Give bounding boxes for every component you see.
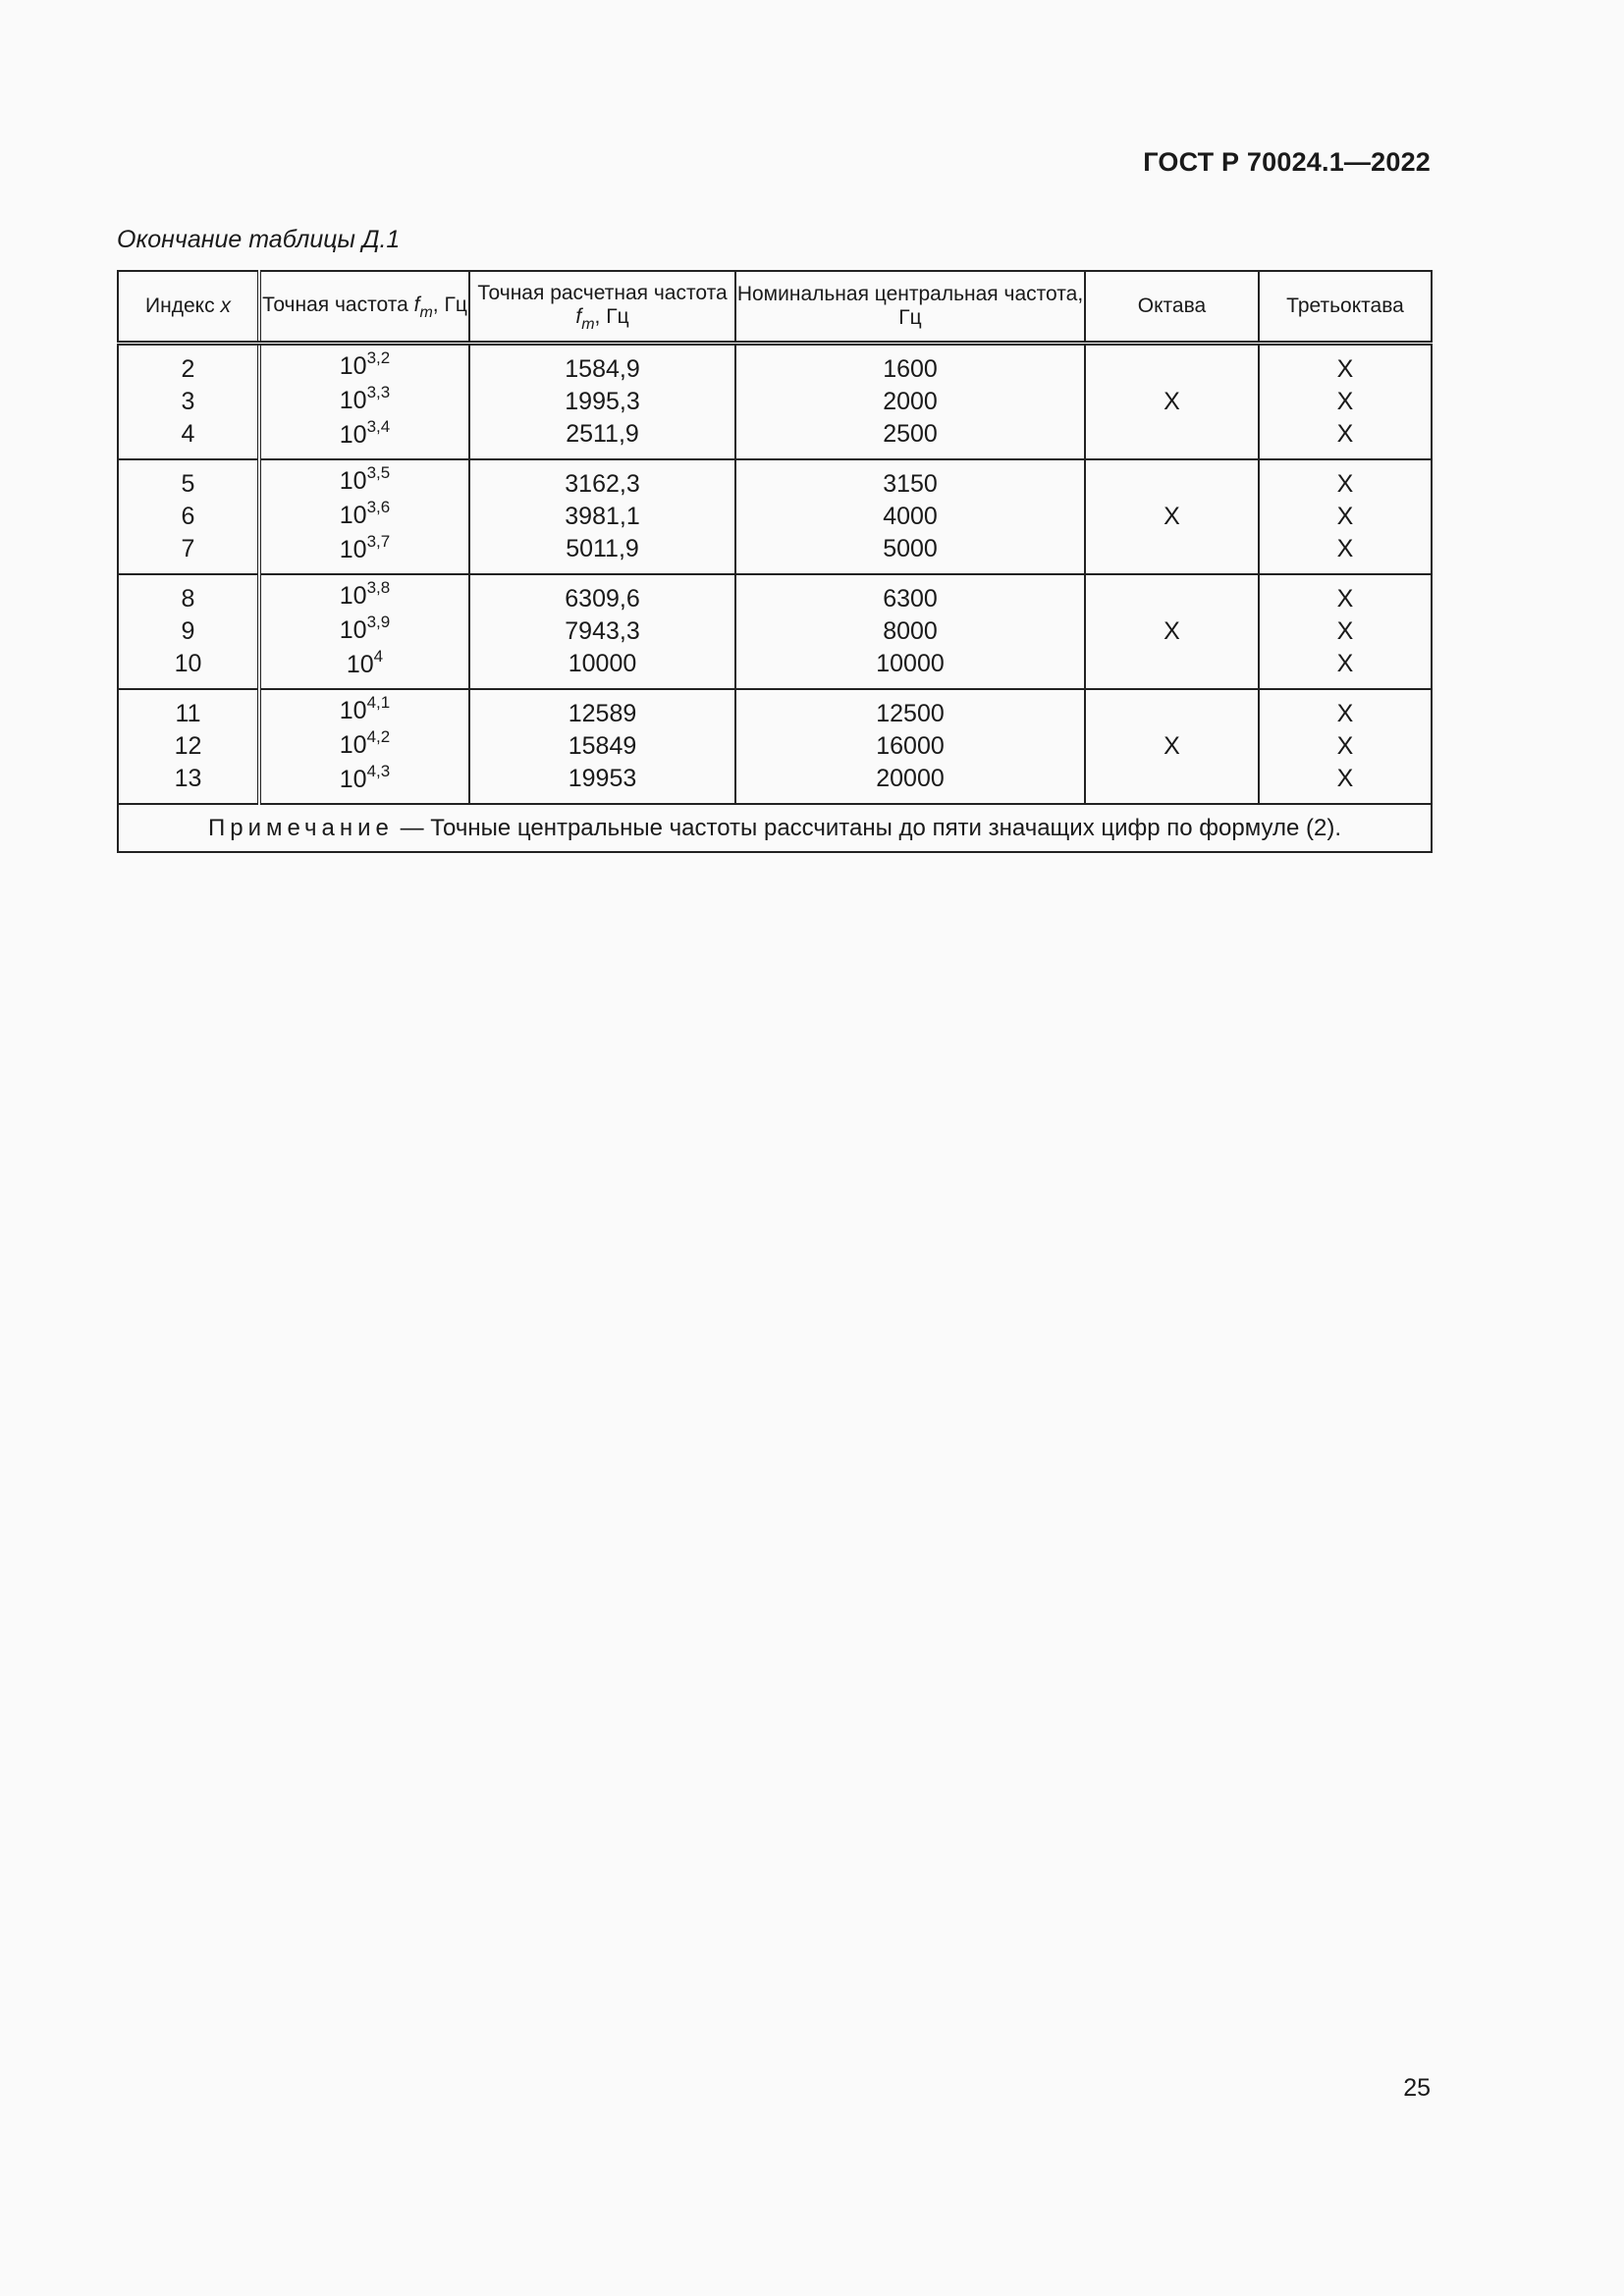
col-header-nominal-frequency	[735, 271, 1085, 344]
power-base: 10	[339, 387, 367, 414]
nominal-frequency-value: 4000	[883, 503, 938, 530]
col-header-calc-line1: Точная расчетная	[477, 282, 648, 304]
third-octave-mark: X	[1336, 650, 1354, 677]
third-octave-mark: X	[1336, 732, 1354, 760]
exact-frequency-cell	[259, 344, 469, 460]
nominal-frequency-value: 2000	[883, 388, 938, 415]
index-value: 7	[181, 535, 195, 562]
var-m: m	[419, 304, 433, 321]
var-m: m	[581, 316, 595, 333]
power-base: 10	[346, 651, 374, 678]
exact-frequency-cell	[259, 459, 469, 574]
power-exponent: 4,3	[366, 762, 391, 780]
note-text: — Точные центральные частоты рассчитаны до пяти значащих цифр по формуле (2).	[393, 814, 1342, 841]
table-note	[118, 804, 1432, 852]
nominal-frequency-value: 16000	[876, 732, 945, 760]
exact-frequency-cell	[259, 574, 469, 689]
note-label: Примечание	[207, 814, 394, 841]
power-base: 10	[339, 467, 367, 495]
col-header-index-label: Индекс	[145, 294, 221, 317]
exact-frequency-value	[261, 385, 468, 419]
calculated-frequency-value: 12589	[568, 700, 637, 727]
nominal-frequency-value: 10000	[876, 650, 945, 677]
calculated-frequency-value: 10000	[568, 650, 637, 677]
nominal-frequency-value: 2500	[883, 420, 938, 448]
table-row-group	[118, 574, 1432, 689]
power-exponent: 3,3	[366, 383, 391, 401]
exact-frequency-value	[261, 649, 468, 683]
power-base: 10	[339, 766, 367, 793]
index-value: 10	[174, 650, 202, 677]
exact-frequency-value	[261, 764, 468, 798]
exact-frequency-value	[261, 614, 468, 649]
calculated-frequency-cell	[469, 689, 735, 804]
calculated-frequency-value: 1584,9	[565, 355, 640, 383]
col-header-index-var: x	[220, 294, 231, 317]
octave-cell: X	[1085, 344, 1259, 460]
col-header-nominal-line2: частота, Гц	[898, 283, 1084, 329]
power-base: 10	[339, 536, 367, 563]
col-header-exact-frequency	[259, 271, 469, 344]
exact-frequency-value	[261, 580, 468, 614]
third-octave-mark: X	[1336, 700, 1354, 727]
index-value: 13	[174, 765, 202, 792]
calculated-frequency-value: 3162,3	[565, 470, 640, 498]
document-code: ГОСТ Р 70024.1—2022	[1143, 147, 1431, 177]
power-exponent: 3,7	[366, 532, 391, 551]
power-base: 10	[339, 697, 367, 724]
exact-frequency-value	[261, 465, 468, 500]
col-header-third-octave: Третьоктава	[1259, 271, 1432, 344]
col-header-nominal-line1: Номинальная центральная	[736, 283, 999, 305]
octave-cell: X	[1085, 459, 1259, 574]
nominal-frequency-cell	[735, 574, 1085, 689]
third-octave-mark: X	[1336, 388, 1354, 415]
index-value: 12	[174, 732, 202, 760]
exact-frequency-value	[261, 419, 468, 454]
calculated-frequency-value: 15849	[568, 732, 637, 760]
power-exponent: 3,2	[366, 348, 391, 367]
col-header-octave: Октава	[1085, 271, 1259, 344]
nominal-frequency-value: 1600	[883, 355, 938, 383]
power-exponent: 3,9	[366, 613, 391, 631]
third-octave-mark: X	[1336, 535, 1354, 562]
col-header-exact-line2	[413, 294, 467, 321]
power-base: 10	[339, 731, 367, 759]
exact-frequency-cell	[259, 689, 469, 804]
table-row-group	[118, 689, 1432, 804]
third-octave-mark: X	[1336, 355, 1354, 383]
nominal-frequency-value: 5000	[883, 535, 938, 562]
calculated-frequency-value: 7943,3	[565, 617, 640, 645]
col-header-calculated-frequency	[469, 271, 735, 344]
power-exponent: 4	[373, 647, 384, 666]
table-row-group	[118, 459, 1432, 574]
third-octave-cell	[1259, 574, 1432, 689]
power-base: 10	[339, 352, 367, 380]
power-base: 10	[339, 421, 367, 449]
index-value: 2	[181, 355, 195, 383]
table-note-row	[118, 804, 1432, 852]
index-value: 6	[181, 503, 195, 530]
third-octave-mark: X	[1336, 585, 1354, 613]
nominal-frequency-value: 12500	[876, 700, 945, 727]
octave-cell: X	[1085, 689, 1259, 804]
power-exponent: 3,8	[366, 578, 391, 597]
power-base: 10	[339, 616, 367, 644]
exact-frequency-value	[261, 500, 468, 534]
calculated-frequency-value: 19953	[568, 765, 637, 792]
unit-hz: , Гц	[594, 305, 629, 328]
third-octave-cell	[1259, 459, 1432, 574]
nominal-frequency-cell	[735, 459, 1085, 574]
calculated-frequency-value: 6309,6	[565, 585, 640, 613]
power-exponent: 3,4	[366, 417, 391, 436]
index-value: 5	[181, 470, 195, 498]
table-header-row	[118, 271, 1432, 344]
third-octave-cell	[1259, 344, 1432, 460]
var-f: f	[575, 305, 582, 328]
col-header-index	[118, 271, 259, 344]
calculated-frequency-cell	[469, 574, 735, 689]
index-cell	[118, 344, 259, 460]
index-value: 11	[175, 700, 201, 727]
var-f: f	[413, 294, 420, 316]
index-cell	[118, 459, 259, 574]
calc-word: частота	[653, 282, 728, 304]
table-row-group	[118, 344, 1432, 460]
index-value: 9	[181, 617, 195, 645]
power-exponent: 4,2	[366, 727, 391, 746]
third-octave-mark: X	[1336, 470, 1354, 498]
exact-frequency-value	[261, 695, 468, 729]
index-value: 3	[181, 388, 195, 415]
third-octave-cell	[1259, 689, 1432, 804]
power-exponent: 3,6	[366, 498, 391, 516]
col-header-exact-line1: Точная частота	[262, 294, 408, 316]
exact-frequency-value	[261, 534, 468, 568]
page-number: 25	[1403, 2074, 1431, 2102]
octave-cell: X	[1085, 574, 1259, 689]
third-octave-mark: X	[1336, 420, 1354, 448]
frequency-table	[117, 270, 1433, 853]
calculated-frequency-cell	[469, 344, 735, 460]
nominal-frequency-value: 6300	[883, 585, 938, 613]
third-octave-mark: X	[1336, 765, 1354, 792]
power-base: 10	[339, 502, 367, 529]
nominal-frequency-value: 3150	[883, 470, 938, 498]
power-exponent: 4,1	[366, 693, 391, 712]
calculated-frequency-value: 3981,1	[565, 503, 640, 530]
third-octave-mark: X	[1336, 617, 1354, 645]
exact-frequency-value	[261, 729, 468, 764]
power-base: 10	[339, 582, 367, 610]
exact-frequency-value	[261, 350, 468, 385]
index-cell	[118, 574, 259, 689]
nominal-frequency-cell	[735, 689, 1085, 804]
table-caption: Окончание таблицы Д.1	[117, 226, 401, 253]
index-value: 4	[181, 420, 195, 448]
third-octave-mark: X	[1336, 503, 1354, 530]
nominal-frequency-value: 8000	[883, 617, 938, 645]
unit-hz: , Гц	[432, 294, 467, 316]
calculated-frequency-cell	[469, 459, 735, 574]
nominal-frequency-cell	[735, 344, 1085, 460]
calculated-frequency-value: 2511,9	[566, 420, 639, 448]
index-cell	[118, 689, 259, 804]
index-value: 8	[181, 585, 195, 613]
calculated-frequency-value: 5011,9	[566, 535, 639, 562]
power-exponent: 3,5	[366, 463, 391, 482]
nominal-frequency-value: 20000	[876, 765, 945, 792]
calculated-frequency-value: 1995,3	[565, 388, 640, 415]
